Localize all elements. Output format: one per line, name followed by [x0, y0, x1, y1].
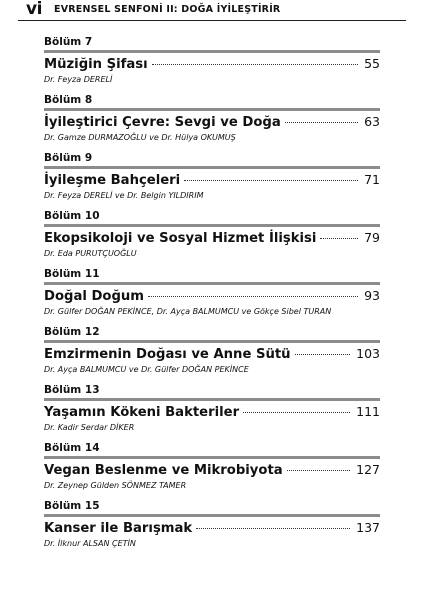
- toc-entry[interactable]: [44, 209, 380, 267]
- chapter-authors: Dr. Zeynep Gülden SÖNMEZ TAMER: [44, 481, 187, 490]
- chapter-page: 103: [356, 346, 380, 361]
- dot-leader: [148, 296, 358, 297]
- chapter-authors: Dr. Feyza DERELİ ve Dr. Belgin YILDIRIM: [44, 191, 204, 200]
- chapter-rule: [44, 456, 380, 459]
- chapter-rule: [44, 166, 380, 169]
- title-row: [44, 55, 380, 73]
- page-number: vi: [26, 0, 42, 19]
- toc-entry[interactable]: [44, 35, 380, 93]
- chapter-page: 111: [356, 404, 380, 419]
- chapter-page: 127: [356, 462, 380, 477]
- chapter-label: Bölüm 8: [44, 94, 93, 106]
- chapter-rule: [44, 398, 380, 401]
- title-row: [44, 519, 380, 537]
- chapter-authors: Dr. Ayça BALMUMCU ve Dr. Gülfer DOĞAN PEKİNCE: [44, 365, 249, 374]
- chapter-page: 63: [364, 114, 380, 129]
- chapter-title: Emzirmenin Doğası ve Anne Sütü: [44, 347, 291, 362]
- chapter-label: Bölüm 10: [44, 210, 100, 222]
- chapter-title: Yaşamın Kökeni Bakteriler: [44, 405, 240, 420]
- chapter-title: Müziğin Şifası: [44, 57, 148, 72]
- chapter-rule: [44, 282, 380, 285]
- dot-leader: [285, 122, 358, 123]
- title-row: [44, 403, 380, 421]
- title-row: [44, 113, 380, 131]
- chapter-authors: Dr. Gamze DURMAZOĞLU ve Dr. Hülya OKUMUŞ: [44, 133, 236, 142]
- dot-leader: [287, 470, 350, 471]
- chapter-title: Vegan Beslenme ve Mikrobiyota: [44, 463, 283, 478]
- chapter-label: Bölüm 11: [44, 268, 100, 280]
- chapter-title: Ekopsikoloji ve Sosyal Hizmet İlişkisi: [44, 231, 317, 246]
- chapter-authors: Dr. Eda PURUTÇUOĞLU: [44, 249, 137, 258]
- dot-leader: [243, 412, 350, 413]
- chapter-page: 71: [364, 172, 380, 187]
- toc-entry[interactable]: [44, 441, 380, 499]
- chapter-label: Bölüm 14: [44, 442, 100, 454]
- chapter-authors: Dr. Gülfer DOĞAN PEKİNCE, Dr. Ayça BALMUMCU ve Gökçe Sibel TURAN: [44, 307, 332, 316]
- toc-entry[interactable]: [44, 499, 380, 557]
- page-header: [18, 2, 406, 21]
- dot-leader: [196, 528, 350, 529]
- title-row: [44, 171, 380, 189]
- chapter-label: Bölüm 12: [44, 326, 100, 338]
- title-row: [44, 229, 380, 247]
- title-row: [44, 461, 380, 479]
- chapter-title: İyileştirici Çevre: Sevgi ve Doğa: [44, 115, 281, 130]
- chapter-title: Doğal Doğum: [44, 289, 145, 304]
- chapter-authors: Dr. Kadir Serdar DİKER: [44, 423, 135, 432]
- chapter-authors: Dr. Feyza DERELİ: [44, 75, 113, 84]
- title-row: [44, 345, 380, 363]
- toc-entry[interactable]: [44, 383, 380, 441]
- toc-entry[interactable]: [44, 325, 380, 383]
- table-of-contents: [44, 35, 380, 557]
- chapter-title: İyileşme Bahçeleri: [44, 173, 181, 188]
- dot-leader: [184, 180, 358, 181]
- chapter-rule: [44, 340, 380, 343]
- title-row: [44, 287, 380, 305]
- chapter-rule: [44, 108, 380, 111]
- dot-leader: [320, 238, 358, 239]
- chapter-label: Bölüm 7: [44, 36, 93, 48]
- chapter-page: 55: [364, 56, 380, 71]
- chapter-rule: [44, 50, 380, 53]
- dot-leader: [295, 354, 351, 355]
- toc-entry[interactable]: [44, 93, 380, 151]
- dot-leader: [152, 64, 358, 65]
- chapter-authors: Dr. İlknur ALSAN ÇETİN: [44, 539, 136, 548]
- chapter-rule: [44, 224, 380, 227]
- chapter-label: Bölüm 9: [44, 152, 93, 164]
- toc-entry[interactable]: [44, 151, 380, 209]
- chapter-page: 79: [364, 230, 380, 245]
- running-title: EVRENSEL SENFONİ II: DOĞA İYİLEŞTİRİR: [54, 4, 281, 15]
- chapter-rule: [44, 514, 380, 517]
- chapter-page: 137: [356, 520, 380, 535]
- chapter-page: 93: [364, 288, 380, 303]
- chapter-label: Bölüm 13: [44, 384, 100, 396]
- chapter-label: Bölüm 15: [44, 500, 100, 512]
- toc-entry[interactable]: [44, 267, 380, 325]
- chapter-title: Kanser ile Barışmak: [44, 521, 193, 536]
